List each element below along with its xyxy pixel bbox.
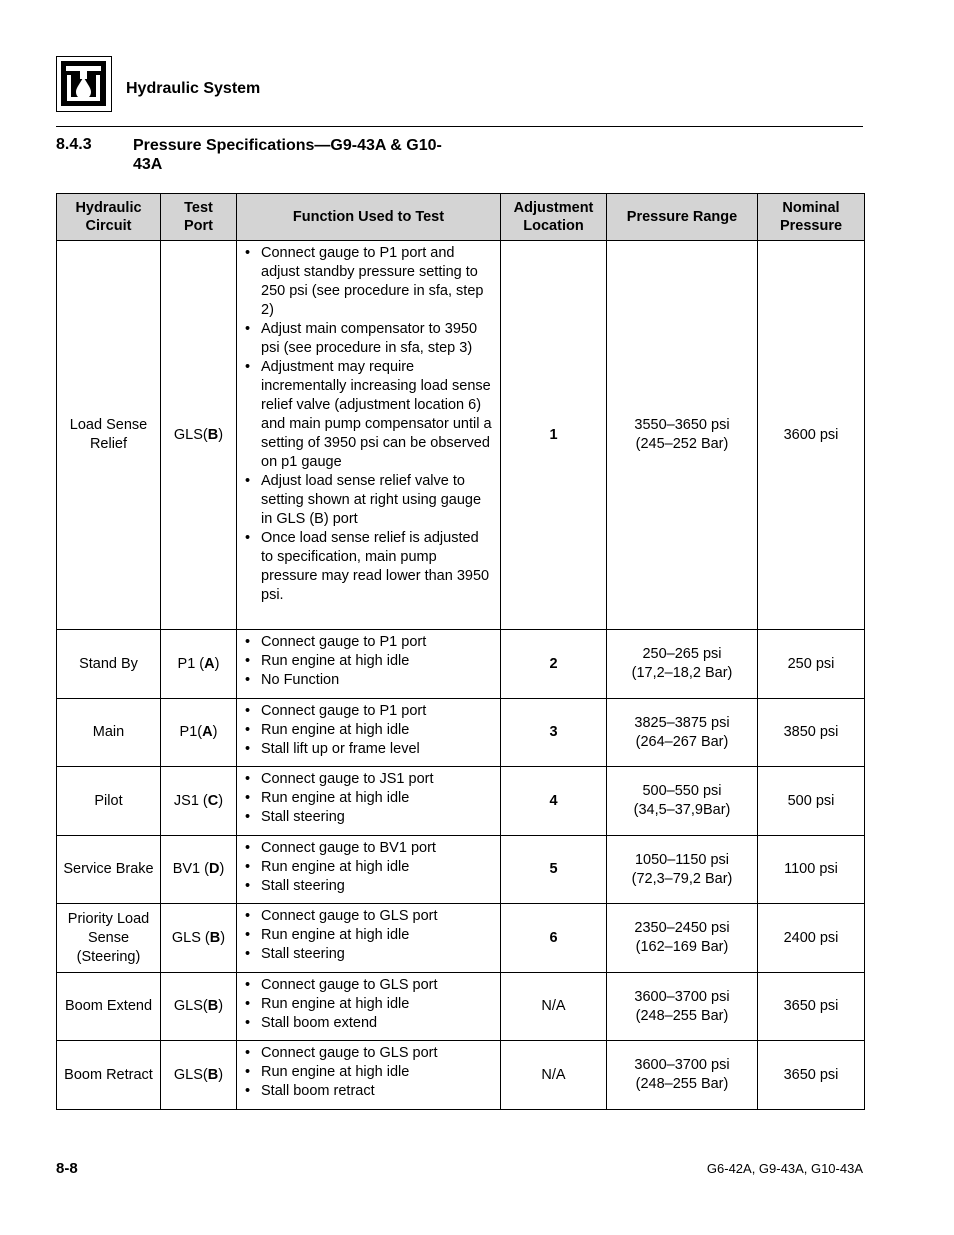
port-letter: B [209, 929, 221, 946]
cell-nominal: 500 psi [758, 767, 865, 836]
port-letter: A [204, 655, 215, 672]
port-close: ) [218, 792, 224, 809]
range-psi: 1050–1150 psi [634, 851, 730, 868]
range-psi: 3550–3650 psi [634, 417, 730, 433]
cell-circuit: Priority Load Sense (Steering) [57, 904, 161, 973]
range-bar: (248–255 Bar) [635, 1076, 729, 1092]
cell-function [237, 904, 501, 973]
function-item: • No Function [245, 671, 494, 690]
function-item: • Connect gauge to P1 port and adjust standby pressure setting to 250 psi (see procedure in sfa, step 2) [245, 244, 494, 320]
cell-adjustment: 6 [501, 904, 607, 973]
table-row [57, 836, 865, 904]
table-row [57, 904, 865, 973]
cell-port [161, 767, 237, 836]
function-item: • Stall lift up or frame level [245, 740, 494, 759]
range-psi: 3825–3875 psi [634, 714, 730, 731]
cell-circuit: Service Brake [57, 836, 161, 904]
function-item: • Connect gauge to GLS port [245, 907, 494, 926]
cell-adjustment: N/A [501, 1041, 607, 1110]
range-bar: (34,5–37,9Bar) [633, 802, 731, 818]
port-letter: B [207, 998, 219, 1014]
cell-range [607, 699, 758, 767]
cell-port [161, 630, 237, 699]
cell-function [237, 973, 501, 1041]
cell-port [161, 1041, 237, 1110]
function-item: • Connect gauge to JS1 port [245, 770, 494, 789]
function-list [245, 976, 494, 1033]
port-letter: A [202, 724, 213, 740]
function-item: • Run engine at high idle [245, 926, 494, 945]
cell-function [237, 836, 501, 904]
cell-range [607, 973, 758, 1041]
port-letter: D [208, 861, 220, 877]
cell-circuit: Boom Extend [57, 973, 161, 1041]
function-list [245, 839, 494, 896]
port-close: ) [214, 655, 220, 672]
cell-range [607, 241, 758, 630]
cell-nominal: 3850 psi [758, 699, 865, 767]
range-psi: 2350–2450 psi [634, 920, 730, 936]
range-bar: (162–169 Bar) [635, 939, 729, 955]
header-rule [56, 126, 863, 127]
function-list [245, 244, 494, 605]
cell-adjustment: 1 [501, 241, 607, 630]
range-bar: (72,3–79,2 Bar) [631, 870, 733, 887]
function-item: • Run engine at high idle [245, 789, 494, 808]
cell-nominal: 250 psi [758, 630, 865, 699]
function-list [245, 907, 494, 964]
range-bar: (264–267 Bar) [635, 733, 729, 750]
cell-range [607, 1041, 758, 1110]
cell-port [161, 973, 237, 1041]
header-title: Hydraulic System [126, 80, 261, 97]
port-close: ) [218, 998, 224, 1014]
function-item: • Run engine at high idle [245, 995, 494, 1014]
table-row [57, 973, 865, 1041]
hydraulic-cylinder-icon [56, 56, 112, 112]
port-label: BV1 ( [172, 861, 209, 877]
section-number: 8.4.3 [56, 136, 92, 153]
function-item: • Stall steering [245, 877, 494, 896]
range-bar: (17,2–18,2 Bar) [631, 665, 733, 681]
function-list [245, 1044, 494, 1101]
col-header-circuit: Hydraulic Circuit [57, 194, 161, 241]
function-list [245, 770, 494, 827]
col-header-adjustment: Adjustment Location [501, 194, 607, 241]
cell-nominal: 1100 psi [758, 836, 865, 904]
cell-function [237, 241, 501, 630]
function-item: • Connect gauge to GLS port [245, 976, 494, 995]
cell-adjustment: N/A [501, 973, 607, 1041]
cell-circuit: Main [57, 699, 161, 767]
cell-function [237, 699, 501, 767]
function-item: • Adjust load sense relief valve to setting shown at right using gauge in GLS (B) port [245, 472, 494, 529]
cell-nominal: 3650 psi [758, 973, 865, 1041]
function-item: • Run engine at high idle [245, 858, 494, 877]
function-item: • Stall boom retract [245, 1082, 494, 1101]
cell-adjustment: 5 [501, 836, 607, 904]
function-item: • Run engine at high idle [245, 652, 494, 671]
port-letter: C [207, 792, 219, 809]
function-item: • Stall boom extend [245, 1014, 494, 1033]
cell-nominal: 2400 psi [758, 904, 865, 973]
table-header-row [57, 194, 865, 241]
port-close: ) [218, 1066, 224, 1083]
cell-adjustment: 4 [501, 767, 607, 836]
function-item: • Run engine at high idle [245, 721, 494, 740]
footer-models: G6-42A, G9-43A, G10-43A [706, 1161, 863, 1176]
range-bar: (245–252 Bar) [635, 436, 729, 452]
function-item: • Stall steering [245, 808, 494, 827]
function-item: • Connect gauge to P1 port [245, 702, 494, 721]
cell-range [607, 767, 758, 836]
range-psi: 3600–3700 psi [634, 988, 730, 1005]
table-row [57, 767, 865, 836]
function-item: • Connect gauge to BV1 port [245, 839, 494, 858]
port-label: P1 ( [177, 655, 205, 672]
cell-range [607, 630, 758, 699]
port-label: GLS( [173, 998, 208, 1014]
port-close: ) [212, 724, 218, 740]
range-bar: (248–255 Bar) [635, 1007, 729, 1024]
cell-range [607, 904, 758, 973]
port-label: P1( [179, 724, 203, 740]
port-label: JS1 ( [173, 792, 208, 809]
cell-range [607, 836, 758, 904]
cell-circuit: Load Sense Relief [57, 241, 161, 630]
function-item: • Connect gauge to GLS port [245, 1044, 494, 1063]
cell-circuit: Boom Retract [57, 1041, 161, 1110]
cell-function [237, 630, 501, 699]
cell-port [161, 699, 237, 767]
function-list [245, 702, 494, 759]
table-row [57, 699, 865, 767]
section-title: Pressure Specifications—G9-43A & G10-43A [133, 137, 442, 173]
cell-port [161, 904, 237, 973]
cell-function [237, 1041, 501, 1110]
function-item: • Once load sense relief is adjusted to specification, main pump pressure may read lower than 3950 psi. [245, 529, 494, 605]
port-label: GLS ( [171, 929, 210, 946]
cell-adjustment: 3 [501, 699, 607, 767]
table-row [57, 241, 865, 630]
cell-port [161, 241, 237, 630]
function-item: • Connect gauge to P1 port [245, 633, 494, 652]
port-close: ) [219, 861, 225, 877]
function-item: • Adjust main compensator to 3950 psi (see procedure in sfa, step 3) [245, 320, 494, 358]
col-header-function: Function Used to Test [237, 194, 501, 241]
cell-port [161, 836, 237, 904]
range-psi: 250–265 psi [642, 646, 722, 662]
port-label: GLS( [173, 426, 208, 443]
cell-nominal: 3600 psi [758, 241, 865, 630]
page-number: 8-8 [56, 1160, 78, 1177]
col-header-range: Pressure Range [607, 194, 758, 241]
port-letter: B [207, 1066, 219, 1083]
port-close: ) [218, 426, 224, 443]
port-label: GLS( [173, 1066, 208, 1083]
cell-function [237, 767, 501, 836]
cell-adjustment: 2 [501, 630, 607, 699]
col-header-nominal: Nominal Pressure [758, 194, 865, 241]
table-row [57, 1041, 865, 1110]
function-list [245, 633, 494, 690]
function-item: • Adjustment may require incrementally increasing load sense relief valve (adjustment location 6) and main pump compensator until a setting of 3950 psi can be observed on p1 gauge [245, 358, 494, 472]
cell-circuit: Pilot [57, 767, 161, 836]
cell-nominal: 3650 psi [758, 1041, 865, 1110]
port-letter: B [207, 426, 219, 443]
port-close: ) [220, 929, 226, 946]
table-row [57, 630, 865, 699]
pressure-spec-table [56, 193, 865, 1110]
cell-circuit: Stand By [57, 630, 161, 699]
function-item: • Run engine at high idle [245, 1063, 494, 1082]
function-item: • Stall steering [245, 945, 494, 964]
col-header-port: Test Port [161, 194, 237, 241]
range-psi: 3600–3700 psi [634, 1057, 730, 1073]
range-psi: 500–550 psi [642, 783, 722, 799]
